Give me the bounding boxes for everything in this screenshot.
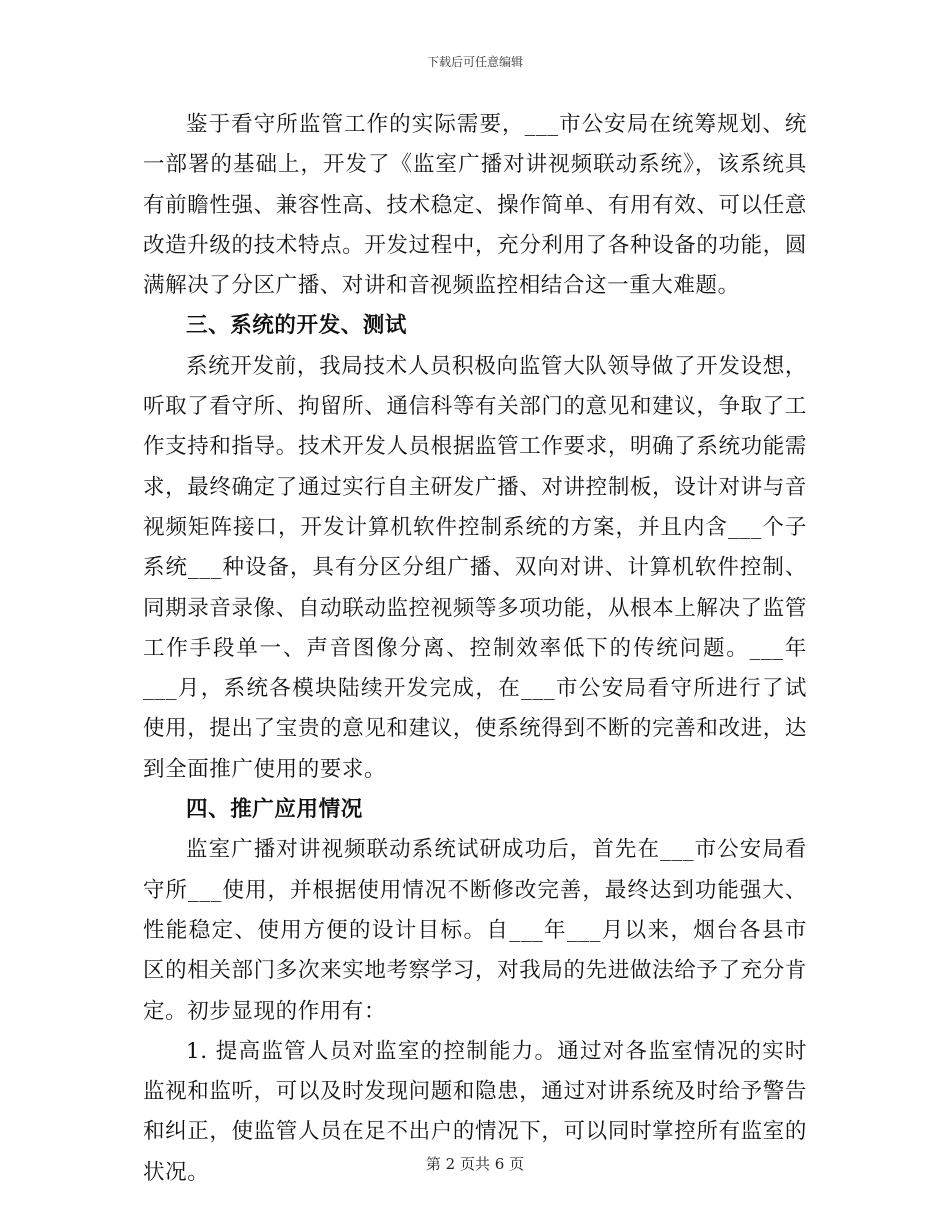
paragraph-effect-1: 1. 提高监管人员对监室的控制能力。通过对各监室情况的实时监视和监听，可以及时发现问题和隐患，通过对讲系统及时给予警告和纠正，使监管人员在足不出户的情况下，可以同时掌控所有监室的状况。: [143, 1038, 807, 1185]
document-body: [143, 105, 807, 1193]
section-heading-application: 四、推广应用情况: [186, 797, 363, 823]
paragraph-application: 监室广播对讲视频联动系统试研成功后，首先在___市公安局看守所___使用，并根据使用情况不断修改完善，最终达到功能强大、性能稳定、使用方便的设计目标。自___年___月以来，烟台各县市区的相关部门多次来实地考察学习，对我局的先进做法给予了充分肯定。初步显现的作用有：: [143, 837, 807, 1024]
page-footer: 第 2 页共 6 页: [425, 1155, 525, 1173]
section-heading-development: 三、系统的开发、测试: [186, 313, 408, 339]
paragraph-development: 系统开发前，我局技术人员积极向监管大队领导做了开发设想，听取了看守所、拘留所、通信科等有关部门的意见和建议，争取了工作支持和指导。技术开发人员根据监管工作要求，明确了系统功能需求，最终确定了通过实行自主研发广播、对讲控制板，设计对讲与音视频矩阵接口，开发计算机软件控制系统的方案，并且内含___个子系统___种设备，具有分区分组广播、双向对讲、计算机软件控制、同期录音录像、自动联动监控视频等多项功能，从根本上解决了监管工作手段单一、声音图像分离、控制效率低下的传统问题。___年___月，系统各模块陆续开发完成，在___市公安局看守所进行了试使用，提出了宝贵的意见和建议，使系统得到不断的完善和改进，达到全面推广使用的要求。: [143, 353, 807, 782]
paragraph-intro: 鉴于看守所监管工作的实际需要，___市公安局在统筹规划、统一部署的基础上，开发了《监室广播对讲视频联动系统》，该系统具有前瞻性强、兼容性高、技术稳定、操作简单、有用有效、可以任意改造升级的技术特点。开发过程中，充分利用了各种设备的功能，圆满解决了分区广播、对讲和音视频监控相结合这一重大难题。: [143, 112, 807, 299]
page-header: 下载后可任意编辑: [426, 55, 523, 69]
